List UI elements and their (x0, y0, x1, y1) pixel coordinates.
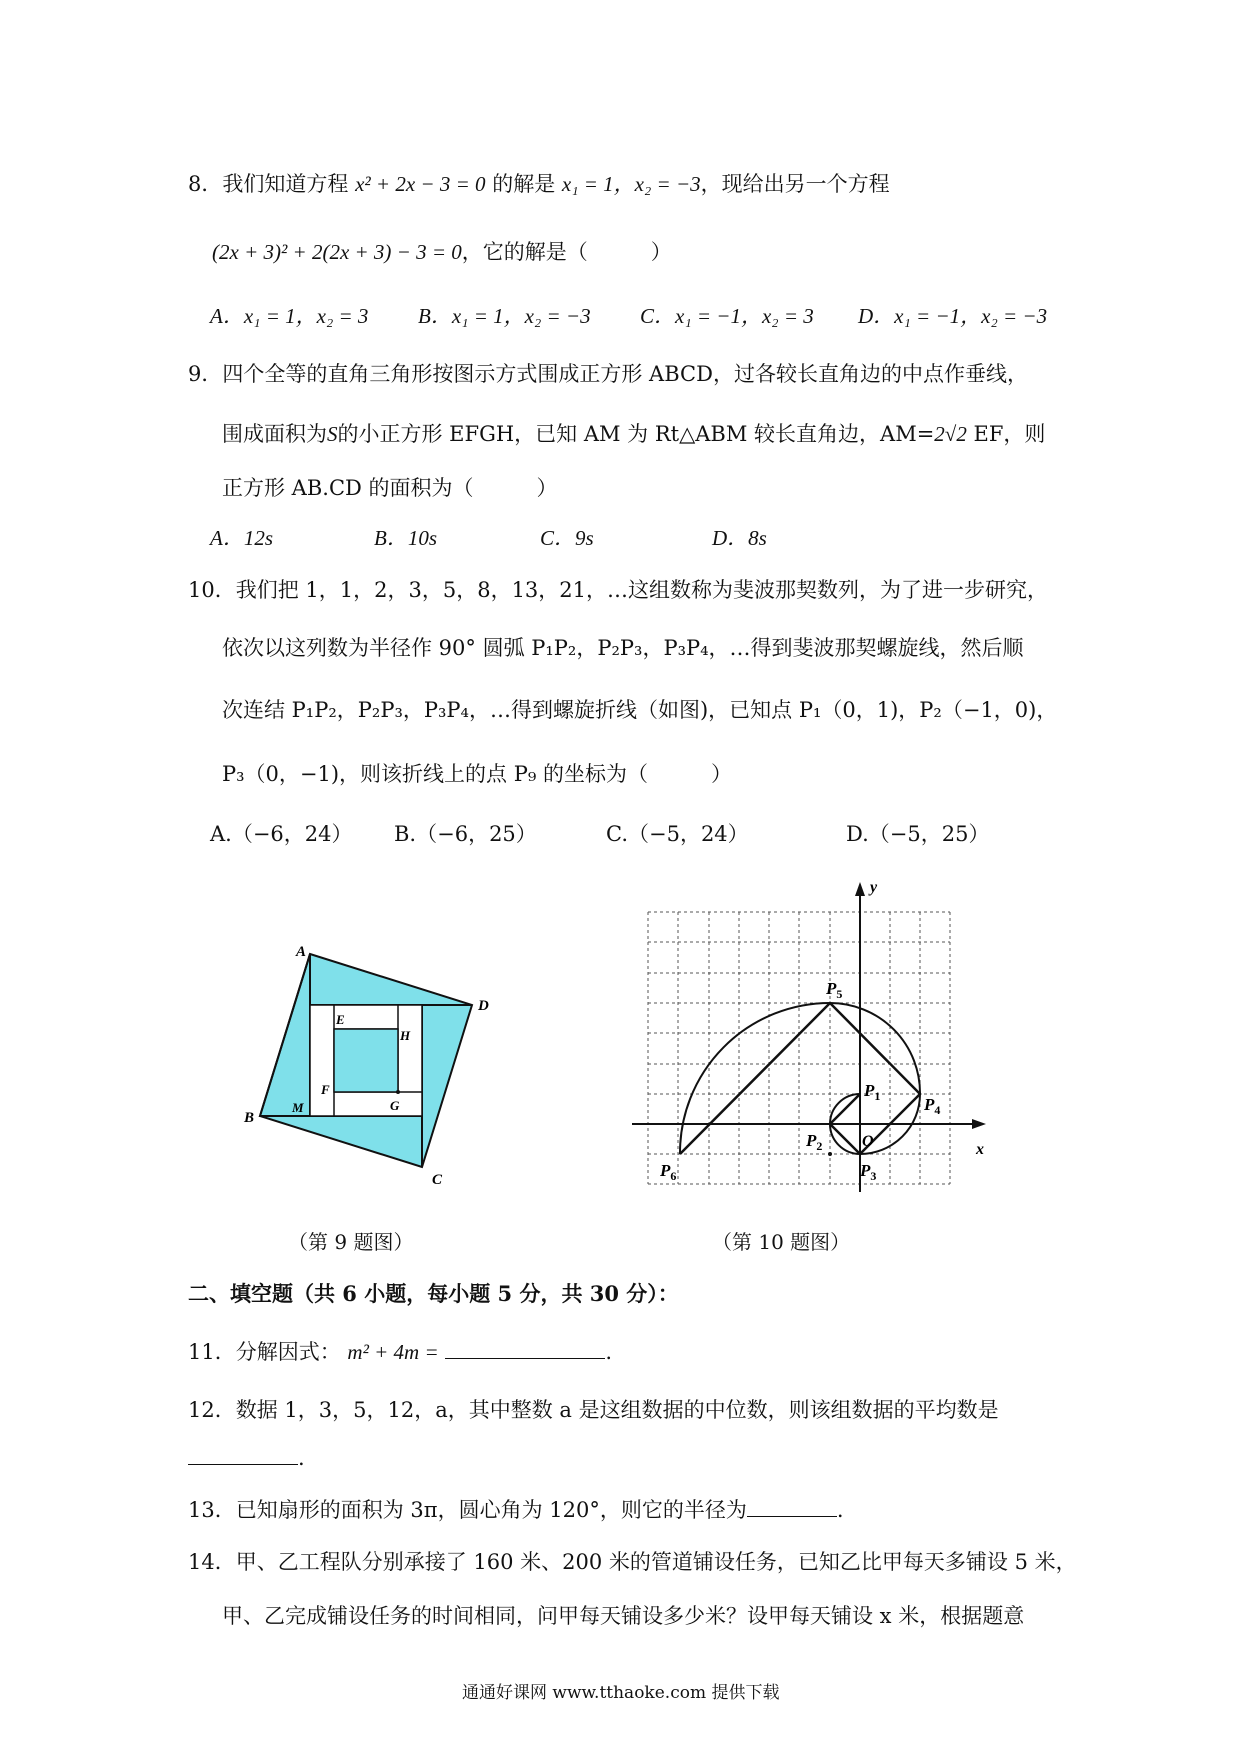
section-2-heading: 二、填空题（共 6 小题，每小题 5 分，共 30 分）： (188, 1281, 679, 1306)
q8-line2 (212, 236, 672, 266)
q11-line (188, 1336, 612, 1366)
q9-text-3: 正方形 AB.CD 的面积为（ ） (222, 476, 558, 500)
q9-option-c: C．9s (540, 526, 594, 550)
fig10-label-p4: $P_4$ (924, 1095, 941, 1117)
fig9-label-g: G (390, 1098, 400, 1113)
q10-line4 (222, 758, 732, 788)
q8-text-b: 的解是 (492, 172, 556, 196)
q13-line (188, 1494, 844, 1524)
q9-line1 (188, 358, 1028, 388)
q10-option-c: C.（−5，24） (606, 822, 749, 846)
q9-text-2b: 的小正方形 EFGH，已知 AM 为 Rt△ABM 较长直角边，AM= (337, 422, 935, 446)
fig10-label-x: x (976, 1141, 984, 1158)
q13-end: . (836, 1498, 844, 1522)
q13-number: 13． (188, 1498, 236, 1522)
fig10-label-p5: $P_5$ (826, 979, 843, 1001)
fig10-label-y: y (870, 879, 878, 896)
figure-10 (630, 870, 990, 1200)
fig10-label-p3: $P_3$ (860, 1161, 877, 1183)
q9-number: 9． (188, 362, 223, 386)
q8-line1 (188, 168, 890, 198)
page-footer: 通通好课网 www.tthaoke.com 提供下载 (462, 1683, 780, 1703)
fig9-label-h: H (400, 1028, 411, 1043)
q9-line3 (222, 472, 558, 502)
q8-option-a: A．x₁ = 1，x₂ = 3 (210, 304, 369, 328)
q13-answer-blank[interactable] (747, 1498, 837, 1517)
q14-text-2: 甲、乙完成铺设任务的时间相同，问甲每天铺设多少米？设甲每天铺设 x 米，根据题意 (222, 1604, 1025, 1628)
fig9-label-e: E (336, 1012, 345, 1027)
fig10-polyline (680, 1003, 920, 1154)
q9-area-symbol: S (327, 422, 338, 446)
q12-number: 12． (188, 1398, 236, 1422)
q12-text: 数据 1，3，5，12，a，其中整数 a 是这组数据的中位数，则该组数据的平均数是 (235, 1398, 999, 1422)
q12-line (188, 1394, 999, 1424)
q10-text-4: P₃（0，−1)，则该折线上的点 P₉ 的坐标为（ ） (222, 762, 732, 786)
q8-equation: x² + 2x − 3 = 0 (355, 172, 486, 196)
q11-expression: m² + 4m = (347, 1340, 439, 1364)
q8-option-b: B．x₁ = 1，x₂ = −3 (418, 304, 591, 328)
q9-line2 (222, 418, 1045, 448)
q9-ratio: 2√2 (934, 422, 967, 446)
q12-line2 (188, 1446, 305, 1470)
q10-option-b: B.（−6，25） (394, 822, 537, 846)
q8-option-c: C．x₁ = −1，x₂ = 3 (640, 304, 814, 328)
q9-option-a: A．12s (210, 526, 273, 550)
fig9-label-d: D (478, 998, 489, 1014)
fig10-point-dot (828, 1152, 832, 1156)
q12-end: . (298, 1446, 305, 1470)
q11-text: 分解因式： (235, 1340, 341, 1364)
fig9-label-m: M (292, 1100, 304, 1115)
fig9-label-f: F (321, 1082, 330, 1097)
fig9-inner-square-efgh (334, 1029, 398, 1092)
q8-text-d: ，它的解是（ ） (461, 240, 672, 264)
q14-line1 (188, 1546, 1077, 1576)
fig10-y-arrow (855, 882, 865, 896)
figure-10-caption: （第 10 题图） (712, 1230, 851, 1254)
q9-text-2a: 围成面积为 (222, 422, 327, 446)
q10-text-1: 我们把 1，1，2，3，5，8，13，21，…这组数称为斐波那契数列，为了进一步研究， (235, 578, 1049, 602)
q9-text-1: 四个全等的直角三角形按图示方式围成正方形 ABCD，过各较长直角边的中点作垂线， (222, 362, 1028, 386)
q13-text: 已知扇形的面积为 3π，圆心角为 120°，则它的半径为 (235, 1498, 747, 1522)
q11-end: . (605, 1340, 613, 1364)
q11-answer-blank[interactable] (445, 1340, 605, 1359)
q10-option-a: A.（−6，24） (210, 822, 353, 846)
q8-text-c: ，现给出另一个方程 (700, 172, 890, 196)
q12-answer-blank[interactable] (188, 1446, 298, 1465)
q14-line2 (222, 1600, 1024, 1630)
q8-text-a: 我们知道方程 (222, 172, 349, 196)
fig9-label-c: C (432, 1172, 443, 1188)
q10-text-3: 次连结 P₁P₂，P₂P₃，P₃P₄，…得到螺旋折线（如图)，已知点 P₁（0，1)，P₂（−1，0)， (222, 698, 1058, 722)
fig10-label-p2: $P_2$ (806, 1131, 823, 1153)
fig9-label-b: B (244, 1110, 255, 1126)
fig10-label-o: O (862, 1133, 874, 1150)
q14-number: 14． (188, 1550, 236, 1574)
q11-number: 11． (188, 1340, 236, 1364)
q9-option-d: D．8s (712, 526, 767, 550)
fig10-label-p1: $P_1$ (864, 1081, 881, 1103)
q10-option-d: D.（−5，25） (846, 822, 990, 846)
q8-solution: x₁ = 1，x₂ = −3 (561, 172, 701, 196)
fig10-label-p6: $P_6$ (660, 1161, 677, 1183)
q9-text-2c: EF，则 (966, 422, 1046, 446)
q10-line2 (222, 632, 1024, 662)
fig10-grid (648, 912, 950, 1184)
fig9-label-a: A (296, 944, 307, 960)
figure-9 (240, 930, 500, 1190)
q8-equation2: (2x + 3)² + 2(2x + 3) − 3 = 0 (212, 240, 462, 264)
q10-line3 (222, 694, 1057, 724)
fig9-white-band-left (310, 1005, 334, 1116)
q8-option-d: D．x₁ = −1，x₂ = −3 (858, 304, 1048, 328)
fig10-x-arrow (972, 1119, 986, 1129)
fig9-point-g (396, 1090, 400, 1094)
q10-line1 (188, 574, 1048, 604)
figure-9-caption: （第 9 题图） (288, 1230, 414, 1254)
q10-text-2: 依次以这列数为半径作 90° 圆弧 P₁P₂，P₂P₃，P₃P₄，…得到斐波那契螺旋线，然后顺 (222, 636, 1024, 660)
q9-option-b: B．10s (374, 526, 437, 550)
q14-text-1: 甲、乙工程队分别承接了 160 米、200 米的管道铺设任务，已知乙比甲每天多铺设 5 米， (235, 1550, 1077, 1574)
q10-number: 10． (188, 578, 236, 602)
q8-number: 8． (188, 172, 223, 196)
